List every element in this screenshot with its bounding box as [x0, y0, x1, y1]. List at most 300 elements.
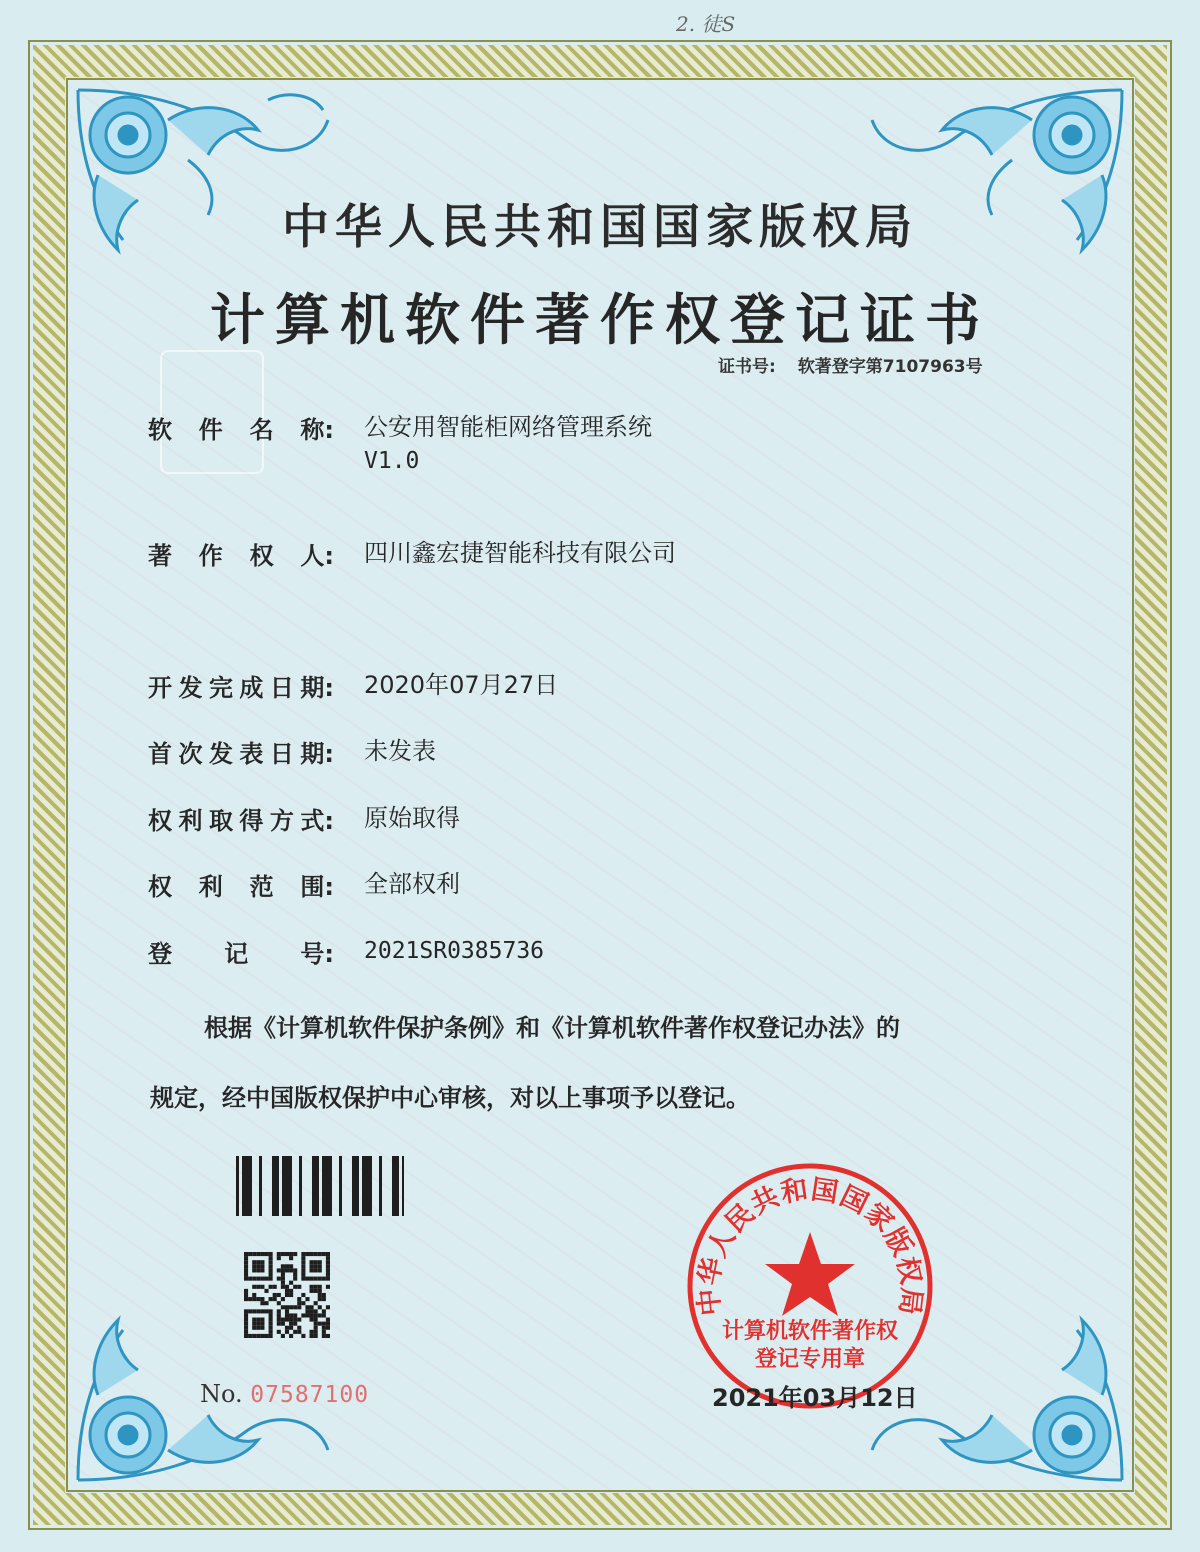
qr-module: [273, 1297, 277, 1301]
qr-module: [310, 1277, 314, 1281]
qr-module: [289, 1334, 293, 1338]
qr-module: [314, 1260, 318, 1264]
qr-module: [285, 1313, 289, 1317]
qr-module: [318, 1260, 322, 1264]
field-label-char: 记: [224, 940, 249, 968]
barcode-bar: [246, 1156, 247, 1216]
qr-module: [281, 1277, 285, 1281]
field-row: [148, 867, 460, 902]
field-value: [364, 668, 558, 703]
field-value-line: 公安用智能柜网络管理系统: [364, 413, 652, 441]
qr-module: [318, 1268, 322, 1272]
qr-module: [318, 1264, 322, 1268]
qr-module: [260, 1285, 264, 1289]
qr-module: [301, 1301, 305, 1305]
qr-module: [256, 1309, 260, 1313]
barcode-bar: [329, 1156, 332, 1216]
qr-module: [293, 1285, 297, 1289]
field-label-char: 发: [208, 740, 233, 768]
qr-module: [269, 1326, 273, 1330]
qr-module: [269, 1260, 273, 1264]
field-label-char: 完: [208, 674, 233, 702]
qr-module: [310, 1264, 314, 1268]
qr-module: [269, 1256, 273, 1260]
seal-inner-line-1: 计算机软件著作权: [721, 1319, 899, 1344]
barcode: [236, 1156, 404, 1216]
field-value: [364, 410, 652, 478]
qr-module: [264, 1334, 268, 1338]
barcode-bar: [397, 1156, 399, 1216]
qr-module: [244, 1318, 248, 1322]
qr-module: [310, 1318, 314, 1322]
qr-module: [252, 1285, 256, 1289]
qr-module: [269, 1318, 273, 1322]
qr-module: [256, 1285, 260, 1289]
qr-module: [326, 1305, 330, 1309]
qr-module: [277, 1256, 281, 1260]
qr-module: [269, 1330, 273, 1334]
field-label-char: 围:: [300, 873, 334, 901]
qr-module: [281, 1272, 285, 1276]
qr-module: [326, 1326, 330, 1330]
qr-module: [293, 1272, 297, 1276]
qr-module: [318, 1297, 322, 1301]
barcode-bar: [352, 1156, 356, 1216]
serial-prefix: No.: [200, 1380, 243, 1408]
qr-module: [260, 1260, 264, 1264]
field-label: [148, 410, 334, 478]
qr-module: [256, 1277, 260, 1281]
qr-module: [314, 1322, 318, 1326]
qr-module: [297, 1326, 301, 1330]
field-label: [148, 867, 334, 902]
qr-module: [289, 1318, 293, 1322]
certificate-number: [718, 352, 983, 377]
qr-module: [260, 1322, 264, 1326]
qr-module: [305, 1305, 309, 1309]
qr-module: [297, 1305, 301, 1309]
qr-module: [318, 1285, 322, 1289]
issue-date: 2021年03月12日: [712, 1384, 918, 1412]
qr-module: [281, 1305, 285, 1309]
qr-module: [305, 1252, 309, 1256]
qr-module: [244, 1322, 248, 1326]
qr-module: [285, 1305, 289, 1309]
qr-module: [289, 1281, 293, 1285]
field-value: [364, 734, 436, 769]
qr-module: [310, 1313, 314, 1317]
qr-module: [256, 1322, 260, 1326]
qr-module: [244, 1334, 248, 1338]
barcode-bar: [242, 1156, 246, 1216]
qr-module: [244, 1277, 248, 1281]
qr-module: [326, 1322, 330, 1326]
barcode-bar: [286, 1156, 287, 1216]
barcode-bar: [237, 1156, 239, 1216]
qr-module: [301, 1260, 305, 1264]
statement-line-1: 根据《计算机软件保护条例》和《计算机软件著作权登记办法》的: [204, 1014, 900, 1042]
field-label-char: 表: [239, 740, 264, 768]
barcode-bar: [236, 1156, 237, 1216]
qr-module: [269, 1309, 273, 1313]
qr-module: [269, 1313, 273, 1317]
qr-module: [293, 1252, 297, 1256]
qr-module: [326, 1252, 330, 1256]
field-row: [148, 801, 460, 836]
qr-module: [318, 1322, 322, 1326]
field-label: [148, 536, 334, 571]
qr-module: [285, 1268, 289, 1272]
qr-module: [289, 1326, 293, 1330]
qr-module: [256, 1318, 260, 1322]
field-value-line: 2020年07月27日: [364, 671, 559, 699]
barcode-bar: [339, 1156, 342, 1216]
qr-module: [293, 1322, 297, 1326]
field-row: [148, 934, 544, 969]
field-row: [148, 668, 558, 703]
qr-module: [293, 1313, 297, 1317]
field-label: [148, 734, 334, 769]
qr-module: [314, 1330, 318, 1334]
field-label-char: 式:: [300, 807, 334, 835]
qr-module: [256, 1252, 260, 1256]
qr-module: [277, 1301, 281, 1305]
qr-module: [322, 1313, 326, 1317]
barcode-bar: [259, 1156, 262, 1216]
field-label-char: 件: [198, 416, 223, 444]
qr-module: [252, 1334, 256, 1338]
field-value-line: 全部权利: [364, 870, 460, 898]
qr-module: [289, 1289, 293, 1293]
field-label-char: 权: [148, 807, 172, 835]
qr-module: [260, 1301, 264, 1305]
barcode-bar: [276, 1156, 277, 1216]
qr-module: [326, 1256, 330, 1260]
qr-module: [244, 1289, 248, 1293]
barcode-bar: [392, 1156, 396, 1216]
qr-module: [293, 1268, 297, 1272]
qr-module: [297, 1297, 301, 1301]
seal-inner-line-2: 登记专用章: [754, 1347, 866, 1372]
qr-module: [248, 1277, 252, 1281]
field-label-char: 次: [178, 740, 203, 768]
qr-module: [252, 1268, 256, 1272]
qr-module: [314, 1252, 318, 1256]
qr-module: [277, 1322, 281, 1326]
qr-module: [252, 1309, 256, 1313]
qr-module: [260, 1277, 264, 1281]
qr-module: [285, 1252, 289, 1256]
barcode-bar: [357, 1156, 359, 1216]
official-seal: [684, 1160, 936, 1412]
qr-module: [285, 1326, 289, 1330]
qr-module: [301, 1252, 305, 1256]
barcode-bar: [367, 1156, 369, 1216]
qr-module: [289, 1293, 293, 1297]
qr-module: [248, 1297, 252, 1301]
qr-module: [244, 1260, 248, 1264]
qr-module: [252, 1293, 256, 1297]
field-label-char: 范: [249, 873, 274, 901]
field-label-char: 日: [269, 740, 294, 768]
qr-module: [314, 1318, 318, 1322]
barcode-bar: [287, 1156, 289, 1216]
qr-module: [314, 1326, 318, 1330]
qr-module: [256, 1326, 260, 1330]
qr-module: [305, 1313, 309, 1317]
statement-line-2: 规定，经中国版权保护中心审核，对以上事项予以登记。: [150, 1084, 750, 1112]
qr-module: [322, 1309, 326, 1313]
field-label-char: 期:: [300, 740, 334, 768]
qr-module: [310, 1305, 314, 1309]
qr-module: [326, 1272, 330, 1276]
qr-module: [314, 1264, 318, 1268]
qr-module: [244, 1326, 248, 1330]
qr-module: [273, 1285, 277, 1289]
qr-module: [310, 1285, 314, 1289]
qr-module: [260, 1309, 264, 1313]
qr-module: [318, 1252, 322, 1256]
qr-module: [248, 1309, 252, 1313]
field-label-char: 权: [249, 542, 274, 570]
seal-star-icon: [765, 1232, 855, 1316]
field-value-line: 2021SR0385736: [364, 938, 545, 964]
qr-module: [322, 1326, 326, 1330]
qr-module: [289, 1305, 293, 1309]
field-label-char: 登: [148, 940, 172, 968]
qr-module: [318, 1293, 322, 1297]
qr-module: [264, 1301, 268, 1305]
field-row: [148, 536, 676, 571]
qr-module: [244, 1297, 248, 1301]
qr-module: [269, 1322, 273, 1326]
qr-module: [260, 1252, 264, 1256]
field-label-char: 名: [249, 416, 274, 444]
qr-code: [244, 1252, 330, 1338]
field-row: [148, 410, 652, 478]
qr-module: [264, 1289, 268, 1293]
qr-module: [305, 1297, 309, 1301]
qr-module: [269, 1334, 273, 1338]
barcode-bar: [396, 1156, 397, 1216]
qr-module: [285, 1318, 289, 1322]
qr-module: [269, 1264, 273, 1268]
barcode-bar: [316, 1156, 317, 1216]
qr-module: [244, 1256, 248, 1260]
field-value-line: V1.0: [364, 448, 420, 474]
field-label: [148, 934, 334, 969]
qr-module: [322, 1330, 326, 1334]
qr-module: [277, 1313, 281, 1317]
field-value: [364, 801, 460, 836]
qr-module: [277, 1277, 281, 1281]
qr-module: [260, 1297, 264, 1301]
certificate-number-label: 证书号:: [718, 357, 776, 377]
barcode-bar: [362, 1156, 366, 1216]
qr-module: [318, 1305, 322, 1309]
barcode-bar: [277, 1156, 279, 1216]
qr-module: [297, 1301, 301, 1305]
qr-module: [252, 1322, 256, 1326]
qr-module: [244, 1264, 248, 1268]
qr-module: [252, 1260, 256, 1264]
field-value-line: 原始取得: [364, 804, 460, 832]
qr-module: [322, 1252, 326, 1256]
issuer-title: 中华人民共和国国家版权局: [282, 200, 918, 255]
qr-module: [281, 1297, 285, 1301]
qr-module: [269, 1277, 273, 1281]
qr-module: [248, 1252, 252, 1256]
field-label-char: 发: [178, 674, 203, 702]
qr-module: [314, 1277, 318, 1281]
qr-module: [310, 1289, 314, 1293]
qr-module: [326, 1318, 330, 1322]
field-label: [148, 801, 334, 836]
qr-module: [281, 1322, 285, 1326]
qr-module: [301, 1277, 305, 1281]
qr-module: [293, 1277, 297, 1281]
qr-module: [281, 1268, 285, 1272]
field-label-char: 号:: [300, 940, 334, 968]
qr-module: [260, 1326, 264, 1330]
qr-module: [281, 1281, 285, 1285]
qr-module: [322, 1297, 326, 1301]
qr-module: [285, 1309, 289, 1313]
field-label-char: 日: [269, 674, 294, 702]
qr-module: [293, 1318, 297, 1322]
qr-module: [244, 1272, 248, 1276]
qr-module: [314, 1309, 318, 1313]
qr-module: [314, 1334, 318, 1338]
qr-module: [326, 1264, 330, 1268]
qr-module: [310, 1309, 314, 1313]
qr-module: [264, 1277, 268, 1281]
certificate-number-value: 软著登字第7107963号: [797, 357, 983, 377]
qr-module: [293, 1305, 297, 1309]
field-value: [364, 536, 676, 571]
field-label-char: 取: [208, 807, 233, 835]
qr-module: [269, 1297, 273, 1301]
qr-module: [252, 1326, 256, 1330]
qr-module: [264, 1252, 268, 1256]
barcode-bar: [317, 1156, 319, 1216]
qr-module: [269, 1252, 273, 1256]
qr-module: [322, 1277, 326, 1281]
qr-module: [326, 1268, 330, 1272]
field-label-char: 开: [148, 674, 172, 702]
handwritten-note: 2. 徒S: [676, 12, 736, 36]
qr-module: [277, 1252, 281, 1256]
field-label-char: 利: [198, 873, 223, 901]
qr-module: [301, 1334, 305, 1338]
qr-module: [305, 1277, 309, 1281]
qr-module: [269, 1268, 273, 1272]
qr-module: [297, 1318, 301, 1322]
qr-module: [314, 1313, 318, 1317]
qr-module: [310, 1334, 314, 1338]
field-label: [148, 668, 334, 703]
barcode-bar: [326, 1156, 327, 1216]
qr-module: [289, 1313, 293, 1317]
field-value-line: 四川鑫宏捷智能科技有限公司: [364, 539, 676, 567]
serial-number: [200, 1380, 369, 1408]
qr-module: [244, 1268, 248, 1272]
qr-module: [260, 1334, 264, 1338]
seal-ring-text: 中华人民共和国国家版权局: [693, 1174, 927, 1318]
qr-module: [301, 1272, 305, 1276]
field-label-char: 作: [198, 542, 223, 570]
qr-module: [244, 1293, 248, 1297]
barcode-bar: [402, 1156, 404, 1216]
barcode-bar: [247, 1156, 249, 1216]
qr-module: [305, 1309, 309, 1313]
field-label-char: 著: [148, 542, 172, 570]
qr-module: [326, 1277, 330, 1281]
qr-module: [281, 1334, 285, 1338]
field-label-char: 人:: [300, 542, 334, 570]
qr-module: [293, 1330, 297, 1334]
barcode-bar: [366, 1156, 367, 1216]
qr-module: [248, 1334, 252, 1338]
field-value: [364, 867, 460, 902]
qr-module: [297, 1285, 301, 1289]
qr-module: [256, 1264, 260, 1268]
barcode-bar: [379, 1156, 382, 1216]
field-row: [148, 734, 436, 769]
qr-module: [301, 1313, 305, 1317]
qr-module: [252, 1264, 256, 1268]
field-label-char: 首: [148, 740, 172, 768]
barcode-bar: [327, 1156, 329, 1216]
field-value: [364, 934, 544, 969]
qr-module: [318, 1277, 322, 1281]
qr-module: [260, 1268, 264, 1272]
qr-module: [273, 1293, 277, 1297]
qr-module: [326, 1285, 330, 1289]
qr-module: [314, 1301, 318, 1305]
qr-module: [289, 1322, 293, 1326]
qr-module: [252, 1277, 256, 1281]
qr-module: [277, 1330, 281, 1334]
qr-module: [256, 1334, 260, 1338]
barcode-bar: [289, 1156, 292, 1216]
qr-module: [285, 1293, 289, 1297]
qr-module: [301, 1256, 305, 1260]
qr-module: [277, 1309, 281, 1313]
field-label-char: 称:: [300, 416, 334, 444]
qr-module: [244, 1252, 248, 1256]
barcode-bar: [272, 1156, 276, 1216]
qr-module: [252, 1252, 256, 1256]
barcode-bar: [282, 1156, 286, 1216]
qr-module: [289, 1252, 293, 1256]
qr-module: [277, 1268, 281, 1272]
barcode-bar: [322, 1156, 326, 1216]
qr-module: [322, 1293, 326, 1297]
qr-module: [252, 1318, 256, 1322]
qr-module: [256, 1268, 260, 1272]
qr-module: [244, 1309, 248, 1313]
qr-module: [326, 1260, 330, 1264]
qr-module: [326, 1334, 330, 1338]
qr-module: [301, 1293, 305, 1297]
qr-module: [244, 1330, 248, 1334]
qr-module: [318, 1289, 322, 1293]
qr-module: [277, 1293, 281, 1297]
barcode-bar: [356, 1156, 357, 1216]
qr-module: [260, 1318, 264, 1322]
qr-module: [244, 1313, 248, 1317]
